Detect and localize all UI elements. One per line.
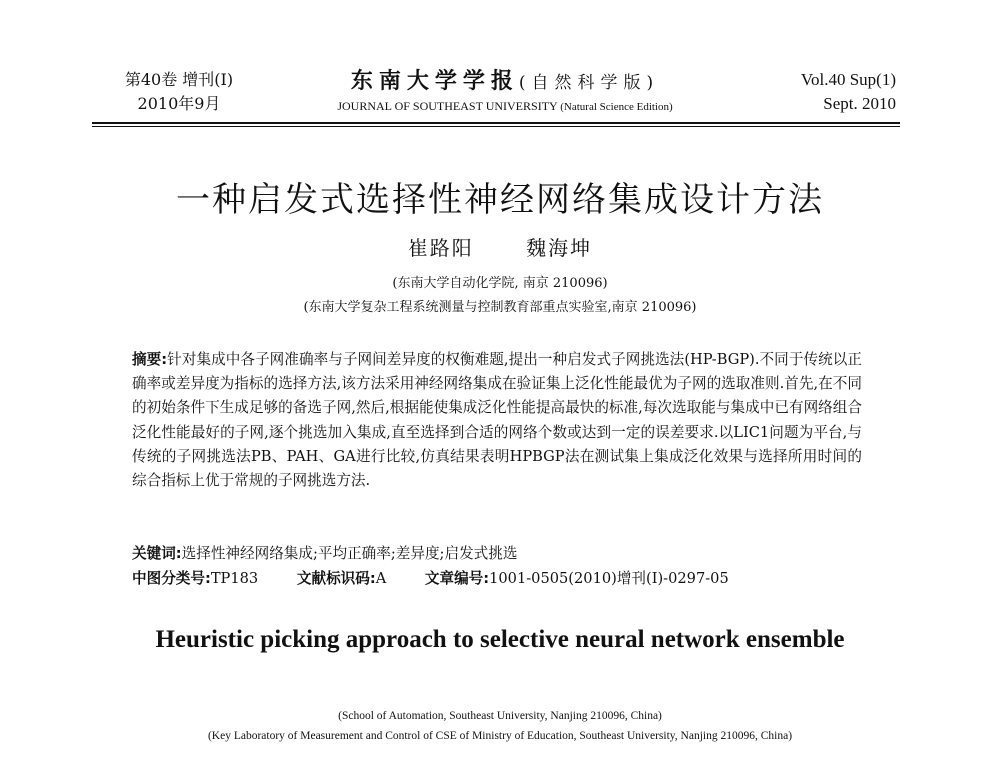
article-no-label: 文章编号: [424,570,490,587]
header-rule-thin [92,126,900,127]
keywords-text: 选择性神经网络集成;平均正确率;差异度;启发式挑选 [181,545,518,562]
clc-label: 中图分类号: [132,570,211,587]
abstract-label: 摘要: [132,351,168,368]
volume-info-en [801,68,896,116]
clc-group [132,570,258,587]
affiliation-cn: (东南大学复杂工程系统测量与控制教育部重点实验室,南京 210096) [303,300,697,315]
classification-line [132,567,892,588]
doc-code-label: 文献标识码: [296,570,376,587]
keywords-label: 关键词: [132,545,182,562]
article-no-group [425,570,729,587]
article-no-value: 1001-0505(2010)增刊(Ⅰ)-0297-05 [489,570,729,587]
paper-title-cn: 一种启发式选择性神经网络集成设计方法 [176,180,824,220]
doc-code-group [297,570,386,587]
journal-name-en [290,99,720,114]
author-name: 崔路阳 [407,236,474,260]
affiliation-cn: (东南大学自动化学院, 南京 210096) [392,276,608,291]
paper-title-en: Heuristic picking approach to selective neural network ensemble [155,626,845,653]
header-rule-thick [92,122,900,124]
journal-name [290,64,720,114]
doc-code-value: A [375,570,387,587]
clc-value: TP183 [210,570,259,587]
affiliation-en: (School of Automation, Southeast University, Nanjing 210096, China) [338,710,662,722]
author-list [0,232,1000,261]
volume-issue: 第40卷 增刊(Ⅰ) [124,70,234,89]
keywords [132,542,862,563]
abstract-text: 针对集成中各子网准确率与子网间差异度的权衡难题,提出一种启发式子网挑选法(HP-BGP).不同于传统以正确率或差异度为指标的选择方法,该方法采用神经网络集成在验证集上泛化性能最优为子网的选取准则.首先,在不同的初始条件下生成足够的备选子网,然后,根据能使集成泛化性能提高最快的标准,每次选取能与集成中已有网络组合泛化性能最好的子网,逐个挑选加入集成,直至选择到合适的网络个数或达到一定的误差要求.以LIC1问题为平台,与传统的子网挑选法PB、PAH、GA进行比较,仿真结果表明HPBGP法在测试集上集成泛化效果与选择所用时间的综合指标上优于常规的子网挑选方法. [132,351,862,490]
journal-title-cn-edition: (自然科学版) [518,73,660,93]
volume-info [104,68,254,116]
journal-title-en: JOURNAL OF SOUTHEAST UNIVERSITY [337,99,558,113]
publication-date-cn: 2010年9月 [137,94,221,113]
journal-title-en-edition: (Natural Science Edition) [560,101,673,113]
volume-issue-en: Vol.40 Sup(1) [800,70,896,89]
author-name: 魏海坤 [526,236,593,260]
journal-name-cn [290,64,720,95]
publication-date-en: Sept. 2010 [823,94,896,113]
abstract [132,348,862,493]
journal-title-cn: 东南大学学报 [350,68,519,94]
affiliation-en: (Key Laboratory of Measurement and Control of CSE of Ministry of Education, Southeast University, Nanjing 210096, China) [207,730,793,742]
